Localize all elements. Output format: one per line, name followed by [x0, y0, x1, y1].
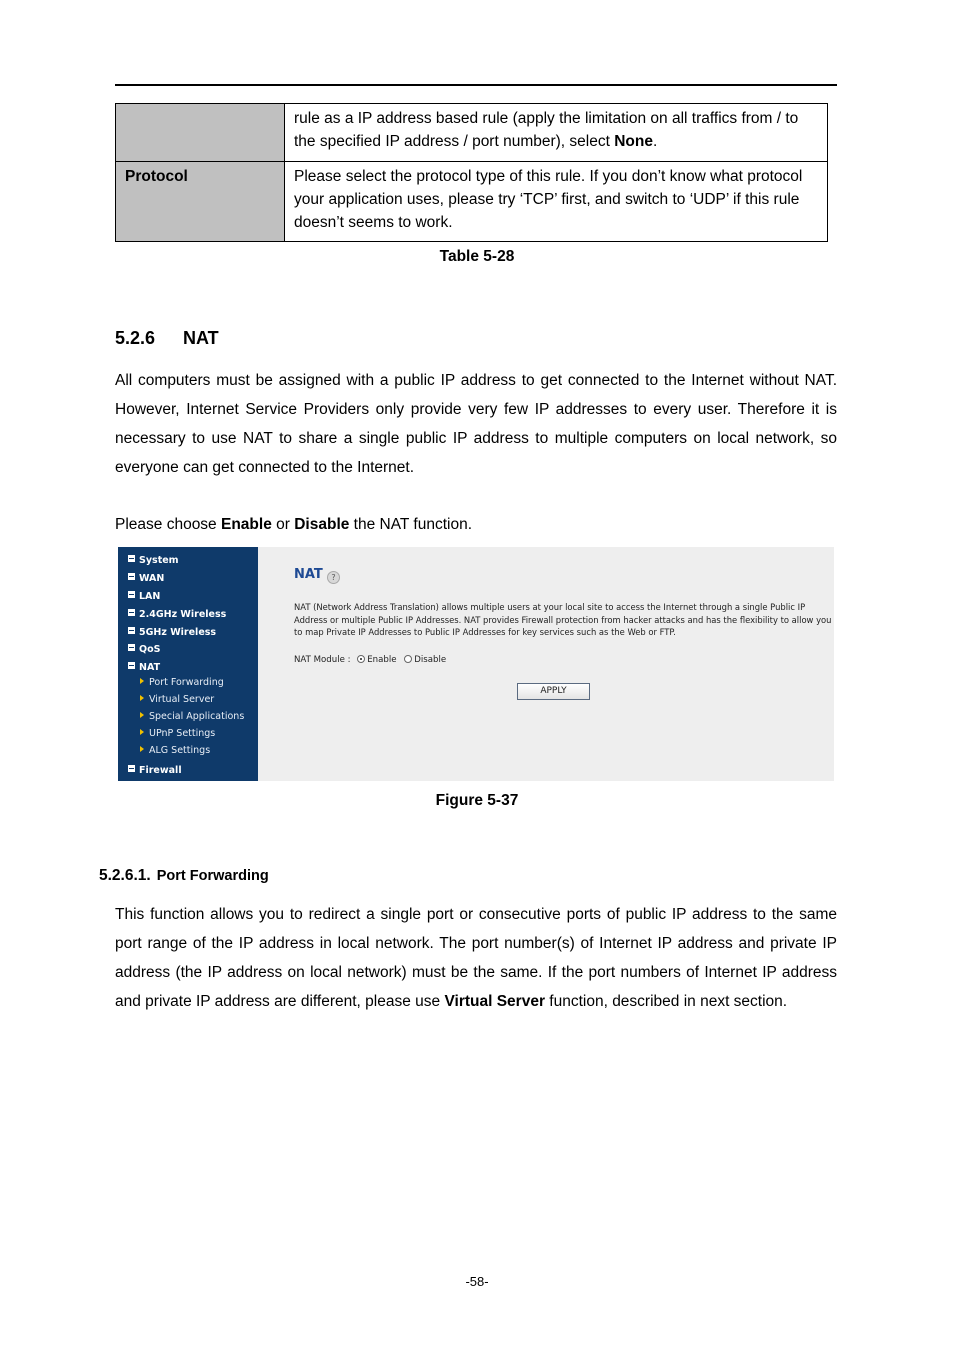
submenu-special-applications[interactable]: Special Applications	[140, 711, 244, 722]
sidebar-item-firewall[interactable]: Firewall	[128, 765, 182, 776]
section-title: NAT	[183, 328, 219, 348]
section-heading	[115, 328, 219, 349]
panel-title: NAT	[294, 567, 323, 582]
sidebar-item-system[interactable]: System	[128, 555, 179, 566]
table-label-cell: Protocol	[116, 162, 285, 242]
sidebar-item-qos[interactable]: QoS	[128, 644, 160, 655]
collapse-icon	[128, 591, 135, 598]
collapse-icon	[128, 555, 135, 562]
collapse-icon	[128, 573, 135, 580]
nat-screenshot	[118, 547, 834, 781]
intro-paragraph: All computers must be assigned with a public IP address to get connected to the Internet without NAT. However, Internet Service Providers only provide very few IP addresses to every user. Therefore it is necessary to use NAT to share a single public IP address to multiple computers on local network, so everyone can get connected to the Internet.	[115, 372, 837, 476]
arrow-right-icon	[140, 695, 144, 701]
nat-content-panel	[258, 547, 834, 781]
choose-paragraph: Please choose Enable or Disable the NAT function.	[115, 516, 473, 533]
arrow-right-icon	[140, 746, 144, 752]
figure-caption: Figure 5-37	[435, 792, 519, 809]
help-icon[interactable]: ?	[327, 571, 340, 584]
table-description-cell: rule as a IP address based rule (apply the limitation on all traffics from / to the specified IP address / port number), select None.	[285, 104, 828, 162]
arrow-right-icon	[140, 678, 144, 684]
subsection-title: Port Forwarding	[156, 868, 269, 884]
header-rule	[115, 84, 837, 86]
table-caption: Table 5-28	[439, 248, 515, 265]
port-forwarding-paragraph: This function allows you to redirect a single port or consecutive ports of public IP address to the same port range of the IP address in local network. The port number(s) of Internet IP address and private IP address (the IP address on local network) must be the same. If the port numbers of Internet IP address and private IP address are different, please use Virtual Server function, described in next section.	[115, 906, 837, 1010]
apply-button[interactable]: APPLY	[517, 683, 590, 700]
disable-radio[interactable]	[404, 655, 412, 663]
parameter-table	[115, 103, 828, 242]
collapse-icon	[128, 662, 135, 669]
arrow-right-icon	[140, 729, 144, 735]
submenu-virtual-server[interactable]: Virtual Server	[140, 694, 214, 705]
table-row	[116, 104, 828, 162]
collapse-icon	[128, 644, 135, 651]
collapse-icon	[128, 609, 135, 616]
section-number: 5.2.6	[115, 328, 156, 348]
subsection-heading	[99, 867, 269, 885]
collapse-icon	[128, 627, 135, 634]
nat-module-row	[294, 655, 446, 665]
nat-description: NAT (Network Address Translation) allows multiple users at your local site to access the Internet through a single Public IP Address or multiple Public IP Addresses. NAT provides Firewall protection from hacker attacks and has the flexibility to allow you to map Private IP Addresses to Public IP Addresses for key services such as the Web or FTP.	[294, 602, 832, 638]
submenu-upnp-settings[interactable]: UPnP Settings	[140, 728, 215, 739]
sidebar-item-lan[interactable]: LAN	[128, 591, 160, 602]
page-number: -58-	[465, 1274, 489, 1289]
enable-label: Enable	[367, 655, 397, 665]
sidebar-menu	[118, 547, 258, 781]
arrow-right-icon	[140, 712, 144, 718]
subsection-number: 5.2.6.1.	[99, 867, 151, 884]
sidebar-item-24ghz-wireless[interactable]: 2.4GHz Wireless	[128, 609, 226, 620]
enable-radio[interactable]	[357, 655, 365, 663]
table-label-cell	[116, 104, 285, 162]
submenu-alg-settings[interactable]: ALG Settings	[140, 745, 210, 756]
nat-module-label: NAT Module :	[294, 655, 351, 665]
sidebar-item-wan[interactable]: WAN	[128, 573, 164, 584]
table-description-cell: Please select the protocol type of this rule. If you don’t know what protocol your application uses, please try ‘TCP’ first, and switch to ‘UDP’ if this rule doesn’t seems to work.	[285, 162, 828, 242]
disable-label: Disable	[414, 655, 447, 665]
sidebar-item-nat[interactable]: NAT	[128, 662, 160, 673]
table-row	[116, 162, 828, 242]
submenu-port-forwarding[interactable]: Port Forwarding	[140, 677, 224, 688]
expand-icon	[128, 765, 135, 772]
sidebar-item-5ghz-wireless[interactable]: 5GHz Wireless	[128, 627, 216, 638]
